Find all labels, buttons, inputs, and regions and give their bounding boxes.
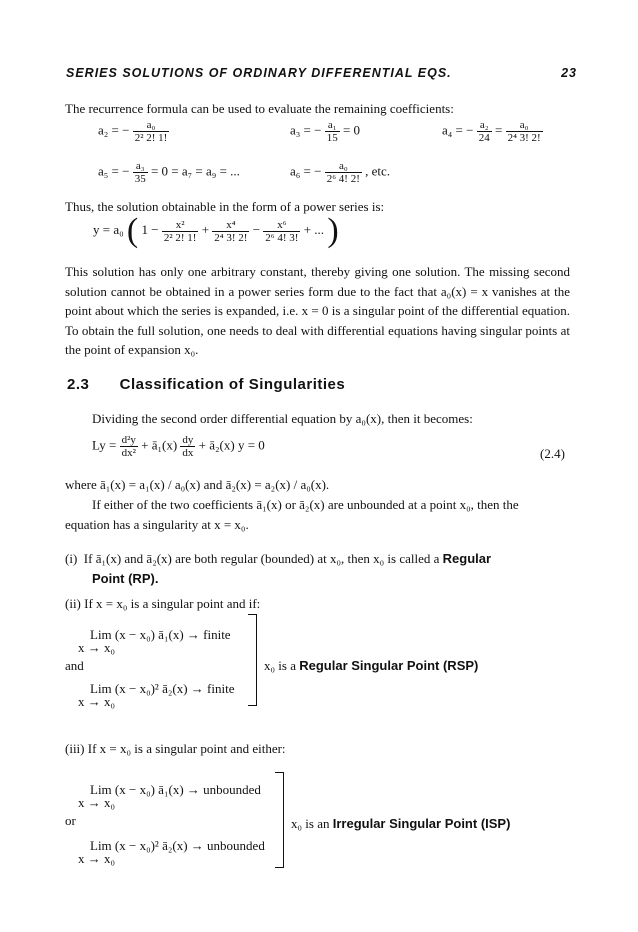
section-heading [67, 376, 345, 393]
eq24-first-derivative [180, 434, 195, 459]
series-lhs: y = a₀ [93, 221, 124, 237]
a6-num: a₀ [338, 160, 348, 172]
item-i-bold-2: Point (RP). [92, 571, 159, 586]
coeff-a6 [290, 160, 390, 185]
ii-result-pre: x₀ is a [264, 658, 296, 673]
series-term-2-den: 2⁴ 3! 2! [214, 231, 248, 244]
running-header [66, 66, 577, 80]
eq24-d2-den: dx² [121, 447, 136, 459]
iii-brace [275, 772, 284, 868]
iii-limit-1: Lim (x − x₀) ā₁(x) → unbounded [90, 782, 261, 797]
running-title: SERIES SOLUTIONS OF ORDINARY DIFFERENTIAL EQS. [66, 66, 452, 80]
series-tail: + ... [303, 221, 325, 237]
a3-fraction [325, 119, 340, 144]
series-term-2-num: x⁴ [226, 218, 236, 231]
series-term-3-num: x⁶ [277, 218, 287, 231]
a4-num-1: a₂ [479, 119, 489, 131]
iii-limit-2: Lim (x − x₀)² ā₂(x) → unbounded [90, 838, 265, 853]
item-i [65, 550, 491, 568]
item-i-bold-1: Regular [442, 551, 492, 566]
equation-number: (2.4) [540, 446, 565, 461]
a5-rhs: = 0 = a₇ = a₉ = ... [150, 163, 240, 179]
iii-conjunction: or [65, 813, 76, 828]
a2-fraction [133, 119, 170, 144]
a5-fraction [133, 160, 148, 185]
paragraph-missing-solution: This solution has only one arbitrary constant, thereby giving one solution. The missing second solution cannot be obtained in a power series form due to the fact that a₀(x) = x vanishes at the point about which the series is expanded, i.e. x = 0 is a singular point of the differential equation. To obtain the full solution, one needs to deal with differential equations having singular points at the point of expansion x₀. [65, 264, 570, 357]
coeff-a4 [442, 119, 543, 144]
a6-den: 2⁶ 4! 2! [326, 173, 360, 185]
item-iii-text: If x = x₀ is a singular point and either: [87, 741, 286, 756]
unbounded-line-2: equation has a singularity at x = x₀. [65, 517, 249, 532]
a6-lhs: a₆ = − [290, 163, 322, 179]
series-term-1 [162, 219, 199, 244]
a2-lhs: a₂ = − [98, 122, 130, 138]
intro-line: The recurrence formula can be used to evaluate the remaining coefficients: [65, 101, 454, 116]
ii-limit-1-sub: x → x₀ [78, 640, 116, 655]
a3-rhs: = 0 [342, 122, 361, 138]
section-number: 2.3 [67, 376, 90, 393]
coeff-a3 [290, 119, 360, 144]
a5-num: a₃ [135, 160, 145, 172]
item-ii [65, 595, 260, 613]
a4-den-2: 2⁴ 3! 2! [507, 132, 541, 144]
where-line: where ā₁(x) = a₁(x) / a₀(x) and ā₂(x) = a₂(x) / a₀(x). [65, 477, 330, 492]
item-i-continued [92, 570, 158, 588]
dividing-line: Dividing the second order differential equation by a₀(x), then it becomes: [92, 411, 473, 426]
item-iii-label: (iii) [65, 741, 85, 756]
left-paren: ( [126, 212, 139, 249]
ii-limit-1: Lim (x − x₀) ā₁(x) → finite [90, 627, 231, 642]
a4-num-2: a₀ [519, 119, 529, 131]
a6-fraction [325, 160, 362, 185]
ii-limit-2-sub: x → x₀ [78, 694, 116, 709]
series-plus-1: + [201, 221, 210, 237]
a4-fraction-2 [506, 119, 543, 144]
item-iii [65, 740, 286, 758]
series-term-1-num: x² [175, 218, 185, 231]
page-number: 23 [561, 66, 577, 80]
a2-num: a₀ [146, 119, 156, 131]
eq24-d1-num: dy [182, 434, 194, 446]
a4-fraction-1 [477, 119, 492, 144]
ii-conjunction: and [65, 658, 84, 673]
a3-lhs: a₃ = − [290, 122, 322, 138]
ii-brace [248, 614, 257, 706]
coeff-a2 [98, 119, 169, 144]
right-paren: ) [327, 212, 339, 249]
series-term-1-den: 2² 2! 1! [163, 231, 197, 244]
series-term-2 [212, 219, 249, 244]
item-i-text: If ā₁(x) and ā₂(x) are both regular (bounded) at x₀, then x₀ is called a [83, 551, 440, 566]
eq24-lhs: Ly = [92, 437, 117, 453]
item-ii-label: (ii) [65, 596, 81, 611]
series-one: 1 − [141, 221, 159, 237]
series-minus-2: − [252, 221, 261, 237]
series-term-3-den: 2⁶ 4! 3! [265, 231, 299, 244]
ii-limit-2: Lim (x − x₀)² ā₂(x) → finite [90, 681, 235, 696]
unbounded-line-1: If either of the two coefficients ā₁(x) or ā₂(x) are unbounded at a point x₀, then the [92, 497, 519, 512]
eq24-d2-num: d²y [121, 434, 136, 446]
a5-lhs: a₅ = − [98, 163, 130, 179]
item-ii-text: If x = x₀ is a singular point and if: [84, 596, 261, 611]
section-title: Classification of Singularities [119, 376, 346, 393]
ii-result [264, 657, 478, 675]
iii-result [291, 815, 510, 833]
a4-equals: = [494, 122, 503, 138]
thus-line: Thus, the solution obtainable in the form of a power series is: [65, 199, 385, 214]
iii-limit-1-sub: x → x₀ [78, 795, 116, 810]
eq24-mid: + ā₁(x) [141, 437, 178, 453]
equation-2-4 [92, 434, 265, 459]
series-solution [93, 214, 339, 248]
eq24-d1-den: dx [182, 447, 194, 459]
coeff-a5 [98, 160, 240, 185]
ii-result-bold: Regular Singular Point (RSP) [299, 658, 479, 673]
item-i-label: (i) [65, 551, 78, 566]
a6-rhs: , etc. [365, 163, 391, 179]
iii-limit-2-sub: x → x₀ [78, 851, 116, 866]
iii-result-pre: x₀ is an [291, 816, 330, 831]
iii-result-bold: Irregular Singular Point (ISP) [332, 816, 511, 831]
series-term-3 [263, 219, 300, 244]
eq24-second-derivative [120, 434, 138, 459]
a4-den-1: 24 [478, 132, 490, 144]
a5-den: 35 [134, 173, 146, 185]
a3-den: 15 [326, 132, 338, 144]
a2-den: 2² 2! 1! [134, 132, 168, 144]
a3-num: a₁ [327, 119, 337, 131]
a4-lhs: a₄ = − [442, 122, 474, 138]
eq24-rhs: + ā₂(x) y = 0 [198, 437, 265, 453]
